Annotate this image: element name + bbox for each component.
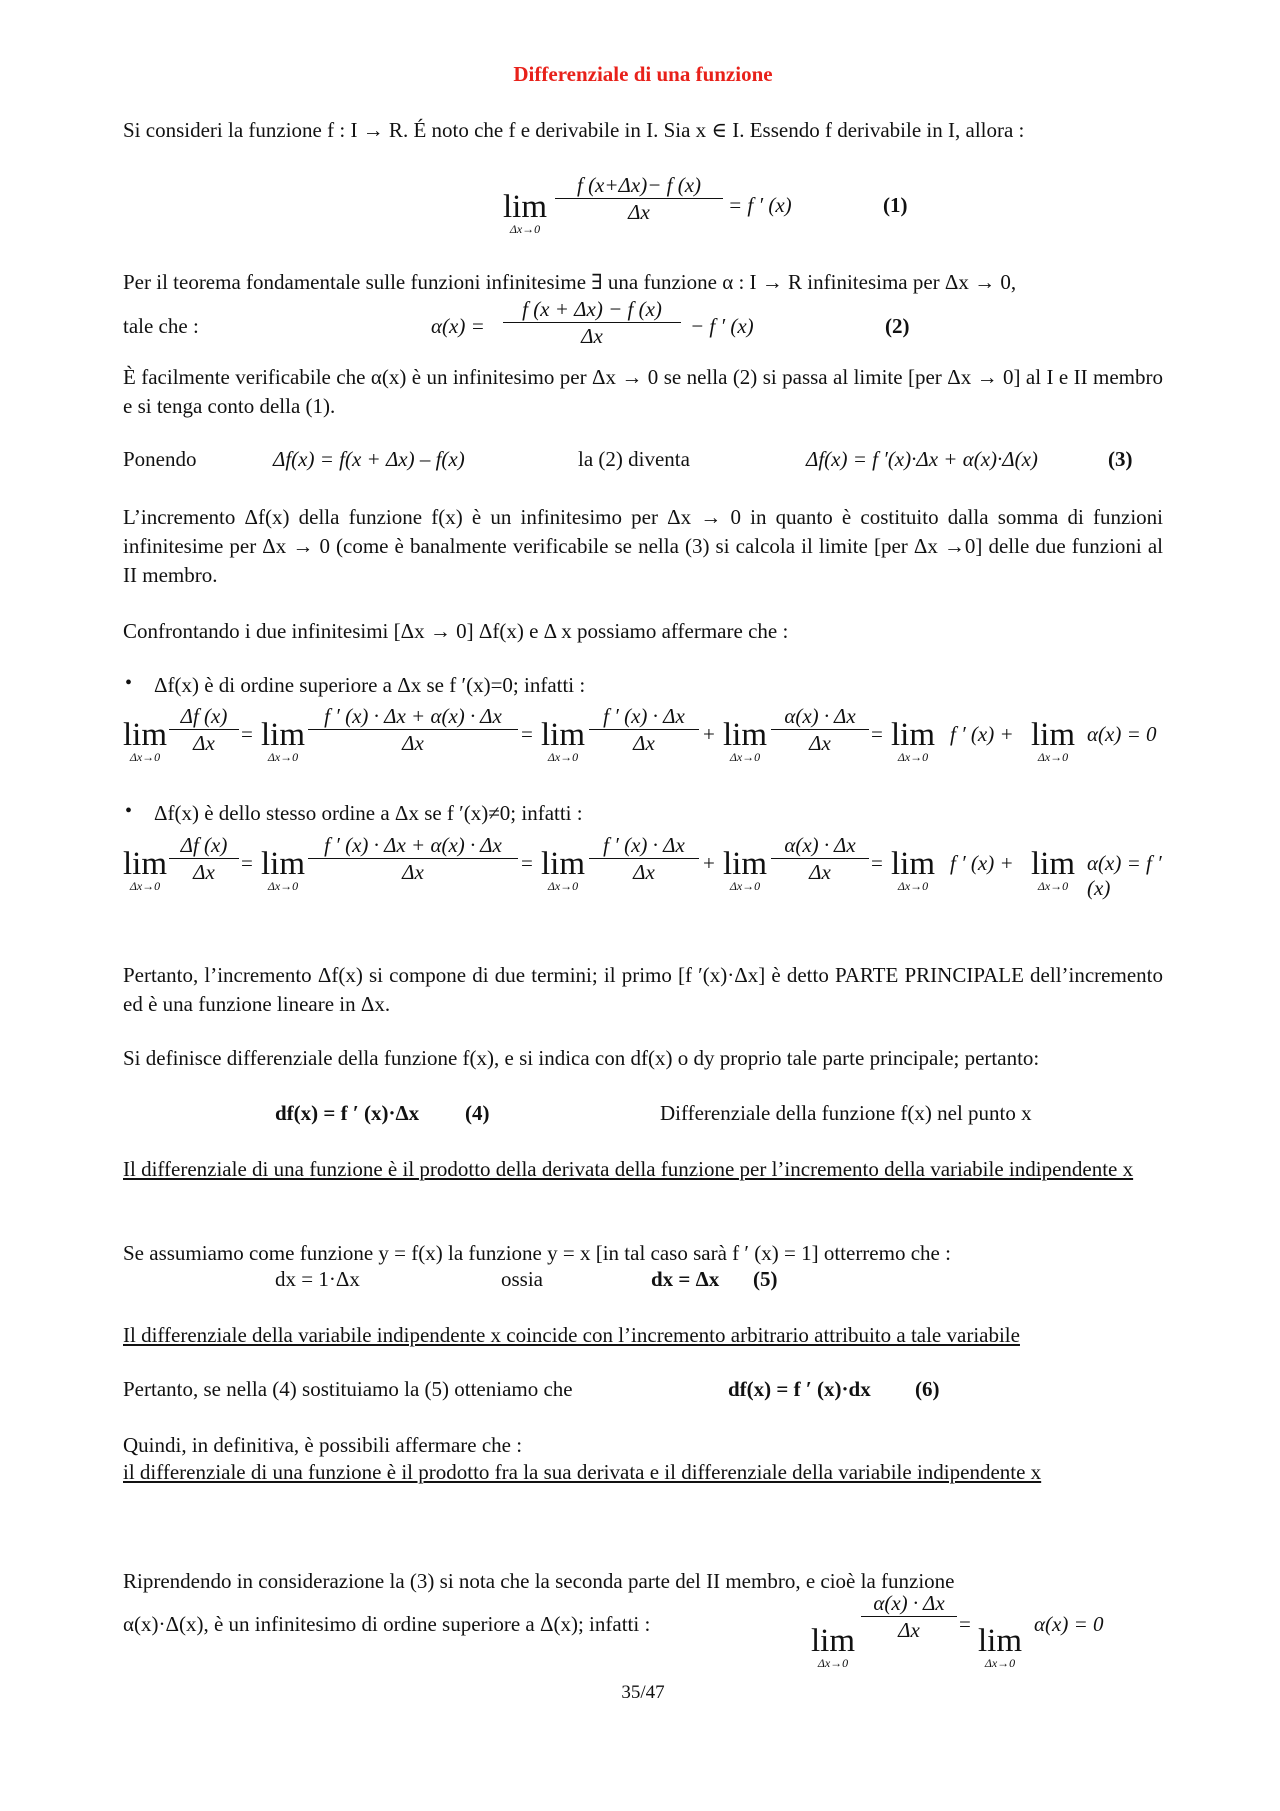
paragraph-verification: È facilmente verificabile che α(x) è un infinitesimo per Δx → 0 se nella (2) si passa al limite [per Δx → 0] al I e II membro e si tenga conto della (1). <box>123 365 1163 418</box>
paragraph-resume: Riprendendo in considerazione la (3) si nota che la seconda parte del II membro, e cioè la funzione <box>123 1569 955 1593</box>
paragraph-rule-1: Il differenziale di una funzione è il prodotto della derivata della funzione per l’incremento della variabile indipendente x <box>123 1157 1134 1181</box>
delta-f-definition: Δf(x) = f(x + Δx) – f(x) <box>273 447 465 471</box>
fraction: $\frac{f ' (x) \cdot \Delta x}{\Delta x}$ <box>589 832 699 885</box>
equals-sign: = <box>521 722 533 746</box>
equation-lhs: α(x) = <box>431 314 485 338</box>
equation-caption: Differenziale della funzione f(x) nel punto x <box>660 1101 1032 1125</box>
equation-rhs: − f ′ (x) <box>690 314 754 338</box>
equation-5-step: dx = 1·Δx <box>275 1267 360 1291</box>
paragraph-rule-2: Il differenziale della variabile indipendente x coincide con l’incremento arbitrario attribuito a tale variabile <box>123 1323 1020 1347</box>
limit-operator: lim Δx→0 <box>1031 717 1076 764</box>
paragraph-increment: L’incremento Δf(x) della funzione f(x) è un infinitesimo per Δx → 0 in quanto è costituito dalla somma di funzioni infinitesime per Δx → 0 (come è banalmente verificabile se nella (3) si calcola il limite [per Δx →0] delle due funzioni al II membro. <box>123 505 1163 587</box>
equation-label: (5) <box>753 1267 778 1291</box>
limit-operator: lim Δx→0 <box>503 189 548 236</box>
paragraph-compare: Confrontando i due infinitesimi [Δx → 0] Δf(x) e Δ x possiamo affermare che : <box>123 619 789 643</box>
bullet-text: Δf(x) è dello stesso ordine a Δx se f ′(x)≠0; infatti : <box>154 801 583 825</box>
limit-operator: lim Δx→0 <box>541 846 586 893</box>
paragraph-higher-order: α(x)·Δ(x), è un infinitesimo di ordine superiore a Δ(x); infatti : <box>123 1612 651 1636</box>
diventa-label: la (2) diventa <box>578 447 690 471</box>
equation-rhs: = f ′ (x) <box>728 193 792 217</box>
equation-4: df(x) = f ′ (x)·Δx <box>275 1101 420 1125</box>
plus-sign: + <box>703 722 715 746</box>
limit-operator: lim Δx→0 <box>891 717 936 764</box>
fraction: $\frac{f ' (x) \cdot \Delta x + \alpha(x) \cdot \Delta x}{\Delta x}$ <box>308 832 518 885</box>
fraction: $\frac{\alpha(x) \cdot \Delta x}{\Delta x}$ <box>771 832 869 885</box>
paragraph-rule-3: il differenziale di una funzione è il prodotto fra la sua derivata e il differenziale della variabile indipendente x <box>123 1460 1042 1484</box>
equation-label: (1) <box>883 193 908 217</box>
equals-sign: = <box>241 851 253 875</box>
paragraph-label: tale che : <box>123 314 199 338</box>
fraction: $\frac{f (x + \Delta x) - f (x)}{\Delta x}$ <box>503 296 681 349</box>
plus-sign: + <box>703 851 715 875</box>
fraction: $\frac{f ' (x) \cdot \Delta x}{\Delta x}$ <box>589 703 699 756</box>
ossia-label: ossia <box>501 1267 543 1291</box>
limit-operator: lim Δx→0 <box>723 846 768 893</box>
paragraph-substitution: Pertanto, se nella (4) sostituiamo la (5) otteniamo che <box>123 1377 573 1401</box>
fraction: $\frac{\Delta f (x)}{\Delta x}$ <box>169 832 239 885</box>
term: α(x) = 0 <box>1087 722 1157 746</box>
equation-3: Δf(x) = f ′(x)·Δx + α(x)·Δ(x) <box>806 447 1038 471</box>
fraction: $\frac{\Delta f (x)}{\Delta x}$ <box>169 703 239 756</box>
limit-operator: lim Δx→0 <box>261 846 306 893</box>
bullet-icon: • <box>125 672 133 694</box>
term: α(x) = f ′ (x) <box>1087 851 1162 900</box>
limit-operator: lim Δx→0 <box>978 1623 1023 1670</box>
limit-operator: lim Δx→0 <box>123 717 168 764</box>
equals-sign: = <box>871 722 883 746</box>
paragraph-assumption: Se assumiamo come funzione y = f(x) la funzione y = x [in tal caso sarà f ′ (x) = 1] otterremo che : <box>123 1241 951 1265</box>
document-page <box>123 0 1163 1811</box>
equals-sign: = <box>871 851 883 875</box>
paragraph-intro: Si consideri la funzione f : I → R. É noto che f e derivabile in I. Sia x ∈ I. Essendo f derivabile in I, allora : <box>123 118 1025 142</box>
bullet-text: Δf(x) è di ordine superiore a Δx se f ′(x)=0; infatti : <box>154 673 586 697</box>
limit-operator: lim Δx→0 <box>541 717 586 764</box>
equation-5: dx = Δx <box>651 1267 720 1291</box>
term: α(x) = 0 <box>1034 1612 1104 1636</box>
limit-operator: lim Δx→0 <box>723 717 768 764</box>
term: f ′ (x) + <box>950 851 1014 875</box>
bullet-icon: • <box>125 800 133 822</box>
equals-sign: = <box>959 1612 971 1636</box>
limit-operator: lim Δx→0 <box>891 846 936 893</box>
equation-label: (6) <box>915 1377 940 1401</box>
limit-operator: lim Δx→0 <box>261 717 306 764</box>
equation-label: (3) <box>1108 447 1133 471</box>
fraction: $\frac{f (x+\Delta x)- f (x)}{\Delta x}$ <box>555 172 723 225</box>
ponendo-label: Ponendo <box>123 447 197 471</box>
fraction: $\frac{\alpha(x) \cdot \Delta x}{\Delta x}$ <box>771 703 869 756</box>
paragraph-theorem: Per il teorema fondamentale sulle funzioni infinitesime ∃ una funzione α : I → R infinitesima per Δx → 0, <box>123 270 1017 294</box>
fraction: $\frac{f ' (x) \cdot \Delta x + \alpha(x) \cdot \Delta x}{\Delta x}$ <box>308 703 518 756</box>
limit-operator: lim Δx→0 <box>1031 846 1076 893</box>
equation-label: (4) <box>465 1101 490 1125</box>
equation-6: df(x) = f ′ (x)·dx <box>728 1377 871 1401</box>
paragraph-definition: Si definisce differenziale della funzione f(x), e si indica con df(x) o dy proprio tale parte principale; pertanto: <box>123 1046 1040 1070</box>
limit-operator: lim Δx→0 <box>811 1623 856 1670</box>
fraction: $\frac{\alpha(x) \cdot \Delta x}{\Delta x}$ <box>861 1590 957 1643</box>
equals-sign: = <box>241 722 253 746</box>
page-number: 35/47 <box>621 1682 665 1703</box>
paragraph-principal-part: Pertanto, l’incremento Δf(x) si compone di due termini; il primo [f ′(x)·Δx] è detto PARTE PRINCIPALE dell’incremento ed è una funzione lineare in Δx. <box>123 963 1163 1016</box>
equals-sign: = <box>521 851 533 875</box>
limit-operator: lim Δx→0 <box>123 846 168 893</box>
paragraph-conclusion: Quindi, in definitiva, è possibili affermare che : <box>123 1433 523 1457</box>
equation-label: (2) <box>885 314 910 338</box>
page-title: Differenziale di una funzione <box>513 62 773 86</box>
term: f ′ (x) + <box>950 722 1014 746</box>
